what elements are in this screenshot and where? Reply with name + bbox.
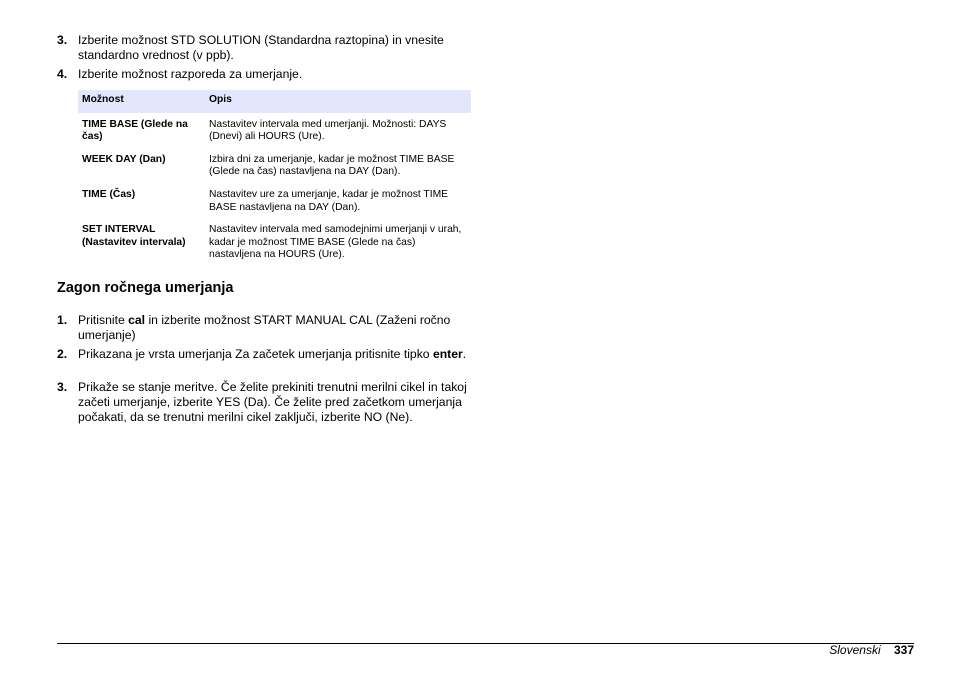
section-step-1 (57, 313, 477, 343)
table-row (78, 184, 471, 219)
option-cell: SET INTERVAL (Nastavitev intervala) (82, 224, 186, 248)
step-number: 1. (57, 313, 68, 327)
key-name: enter (432, 347, 463, 361)
description-cell: Izbira dni za umerjanje, kadar je možnost TIME BASE (Glede na čas) nastavljena na DAY (Dan). (209, 153, 455, 178)
step-text: Izberite možnost STD SOLUTION (Standardna raztopina) in vnesite standardno vrednost (v ppb). (78, 33, 444, 62)
header-option: Možnost (78, 90, 205, 113)
step-number: 4. (57, 67, 68, 81)
footer-language: Slovenski (829, 643, 881, 657)
step-text: Prikaže se stanje meritve. Če želite prekiniti trenutni merilni cikel in takoj začeti umerjanje, izberite YES (Da). Če želite pred začetkom umerjanja počakati, da se trenutni merilni cikel zaključi, izberite NO (Ne). (78, 380, 467, 424)
step-text: Pritisnite cal in izberite možnost START MANUAL CAL (Zaženi ročno umerjanje) (78, 313, 451, 342)
step-top-4 (57, 67, 477, 82)
description-cell: Nastavitev ure za umerjanje, kadar je možnost TIME BASE nastavljena na DAY (Dan). (209, 188, 449, 213)
header-description: Opis (205, 90, 471, 113)
step-number: 3. (57, 33, 68, 47)
table-row (78, 149, 471, 184)
option-cell: TIME (Čas) (82, 188, 136, 200)
table-row (78, 113, 471, 149)
step-text: Izberite možnost razporeda za umerjanje. (78, 67, 303, 81)
option-cell: WEEK DAY (Dan) (82, 153, 166, 165)
options-table (78, 90, 471, 267)
option-cell: TIME BASE (Glede na čas) (82, 118, 188, 143)
table-header-row (78, 90, 471, 113)
key-name: cal (128, 313, 146, 327)
footer (829, 643, 914, 657)
step-top-3 (57, 33, 477, 63)
footer-rule (57, 643, 914, 644)
description-cell: Nastavitev intervala med samodejnimi umerjanji v urah, kadar je možnost TIME BASE (Glede na čas) nastavljena na HOURS (Ure). (209, 224, 462, 261)
table-row (78, 219, 471, 267)
step-number: 3. (57, 380, 68, 394)
description-cell: Nastavitev intervala med umerjanji. Možnosti: DAYS (Dnevi) ali HOURS (Ure). (209, 118, 447, 143)
page-number: 337 (893, 643, 914, 657)
section-step-3 (57, 380, 477, 425)
section-heading: Zagon ročnega umerjanja (57, 280, 234, 296)
step-text: Prikazana je vrsta umerjanja Za začetek umerjanja pritisnite tipko enter. (78, 347, 467, 361)
step-number: 2. (57, 347, 68, 361)
section-step-2 (57, 347, 477, 362)
